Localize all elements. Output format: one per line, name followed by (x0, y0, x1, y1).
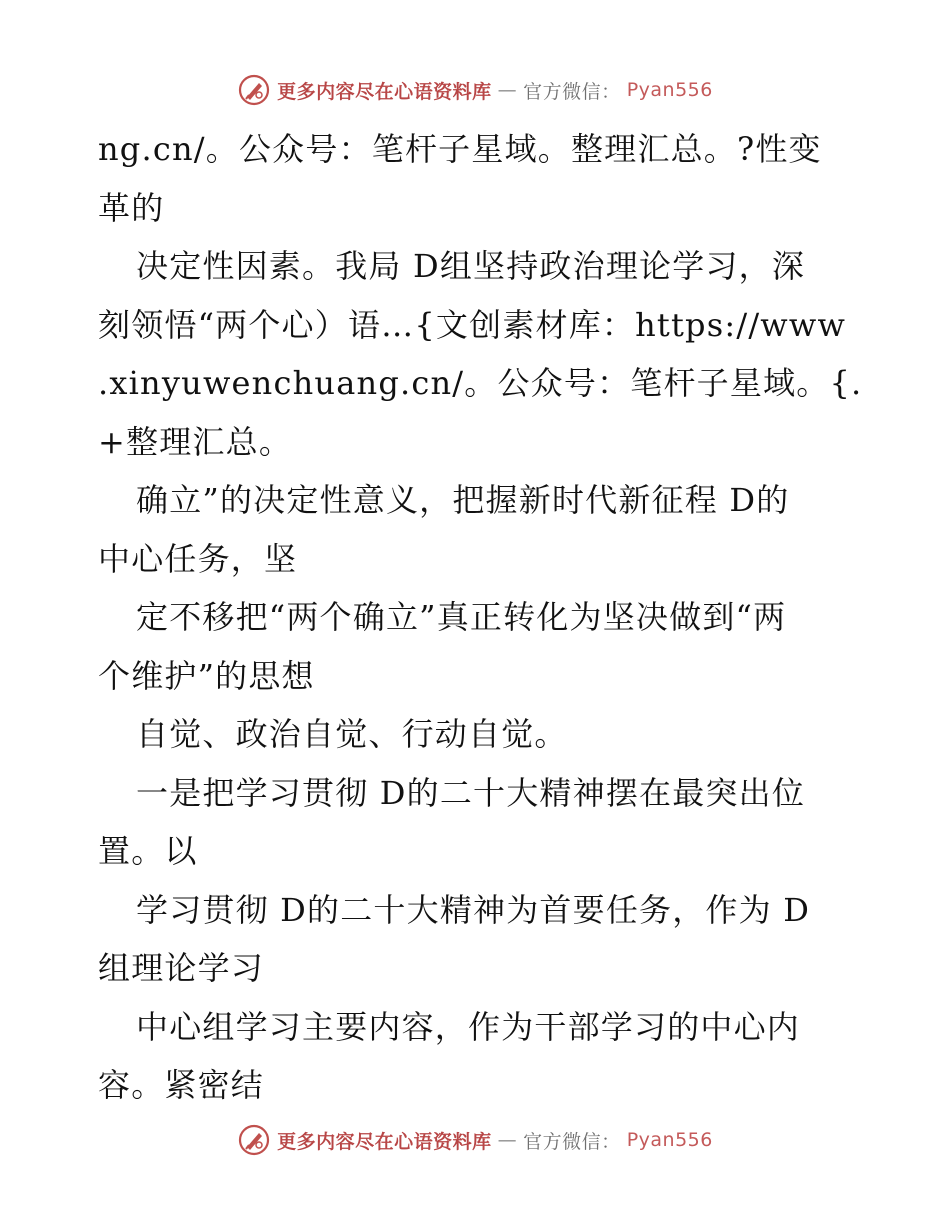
body-line: 个维护”的思想 (98, 656, 315, 695)
body-line: 自觉、政治自觉、行动自觉。 (136, 715, 568, 753)
body-line: 组理论学习 (98, 949, 265, 987)
header-watermark-banner (0, 68, 950, 112)
quill-logo-icon (237, 73, 271, 107)
header-wechat-label: 官方微信： (523, 80, 621, 103)
body-line: 一是把学习贯彻 D的二十大精神摆在最突出位 (136, 773, 806, 812)
body-line: ng.cn/。公众号：笔杆子星域。整理汇总。?性变 (98, 130, 822, 168)
body-line: 革的 (98, 188, 165, 227)
body-line: 容。紧密结 (98, 1066, 265, 1104)
document-body (98, 120, 863, 1115)
body-line: 中心任务，坚 (98, 539, 298, 578)
body-line: 刻领悟“两个心）语…{文创素材库：https://www (98, 305, 847, 344)
body-line: 中心组学习主要内容，作为干部学习的中心内 (136, 1007, 801, 1046)
header-wechat-id: Pyan556 (626, 79, 713, 101)
body-line: +整理汇总。 (98, 422, 293, 461)
body-line: 决定性因素。我局 D组坚持政治理论学习，深 (136, 247, 806, 285)
body-line: 定不移把“两个确立”真正转化为坚决做到“两 (136, 598, 787, 636)
footer-wechat-label: 官方微信： (523, 1130, 621, 1153)
header-dash: — (497, 79, 518, 101)
footer-dash: — (497, 1129, 518, 1151)
body-line: 学习贯彻 D的二十大精神为首要任务，作为 D (136, 890, 811, 929)
body-line: .xinyuwenchuang.cn/。公众号：笔杆子星域。{. (98, 364, 863, 402)
header-brand-text: 更多内容尽在心语资料库 (277, 80, 492, 103)
body-line: 置。以 (98, 832, 198, 870)
footer-brand-text: 更多内容尽在心语资料库 (277, 1130, 492, 1153)
body-line: 确立”的决定性意义，把握新时代新征程 D的 (136, 481, 790, 519)
footer-watermark-banner (0, 1118, 950, 1162)
footer-wechat-id: Pyan556 (626, 1129, 713, 1151)
quill-logo-icon (237, 1123, 271, 1157)
